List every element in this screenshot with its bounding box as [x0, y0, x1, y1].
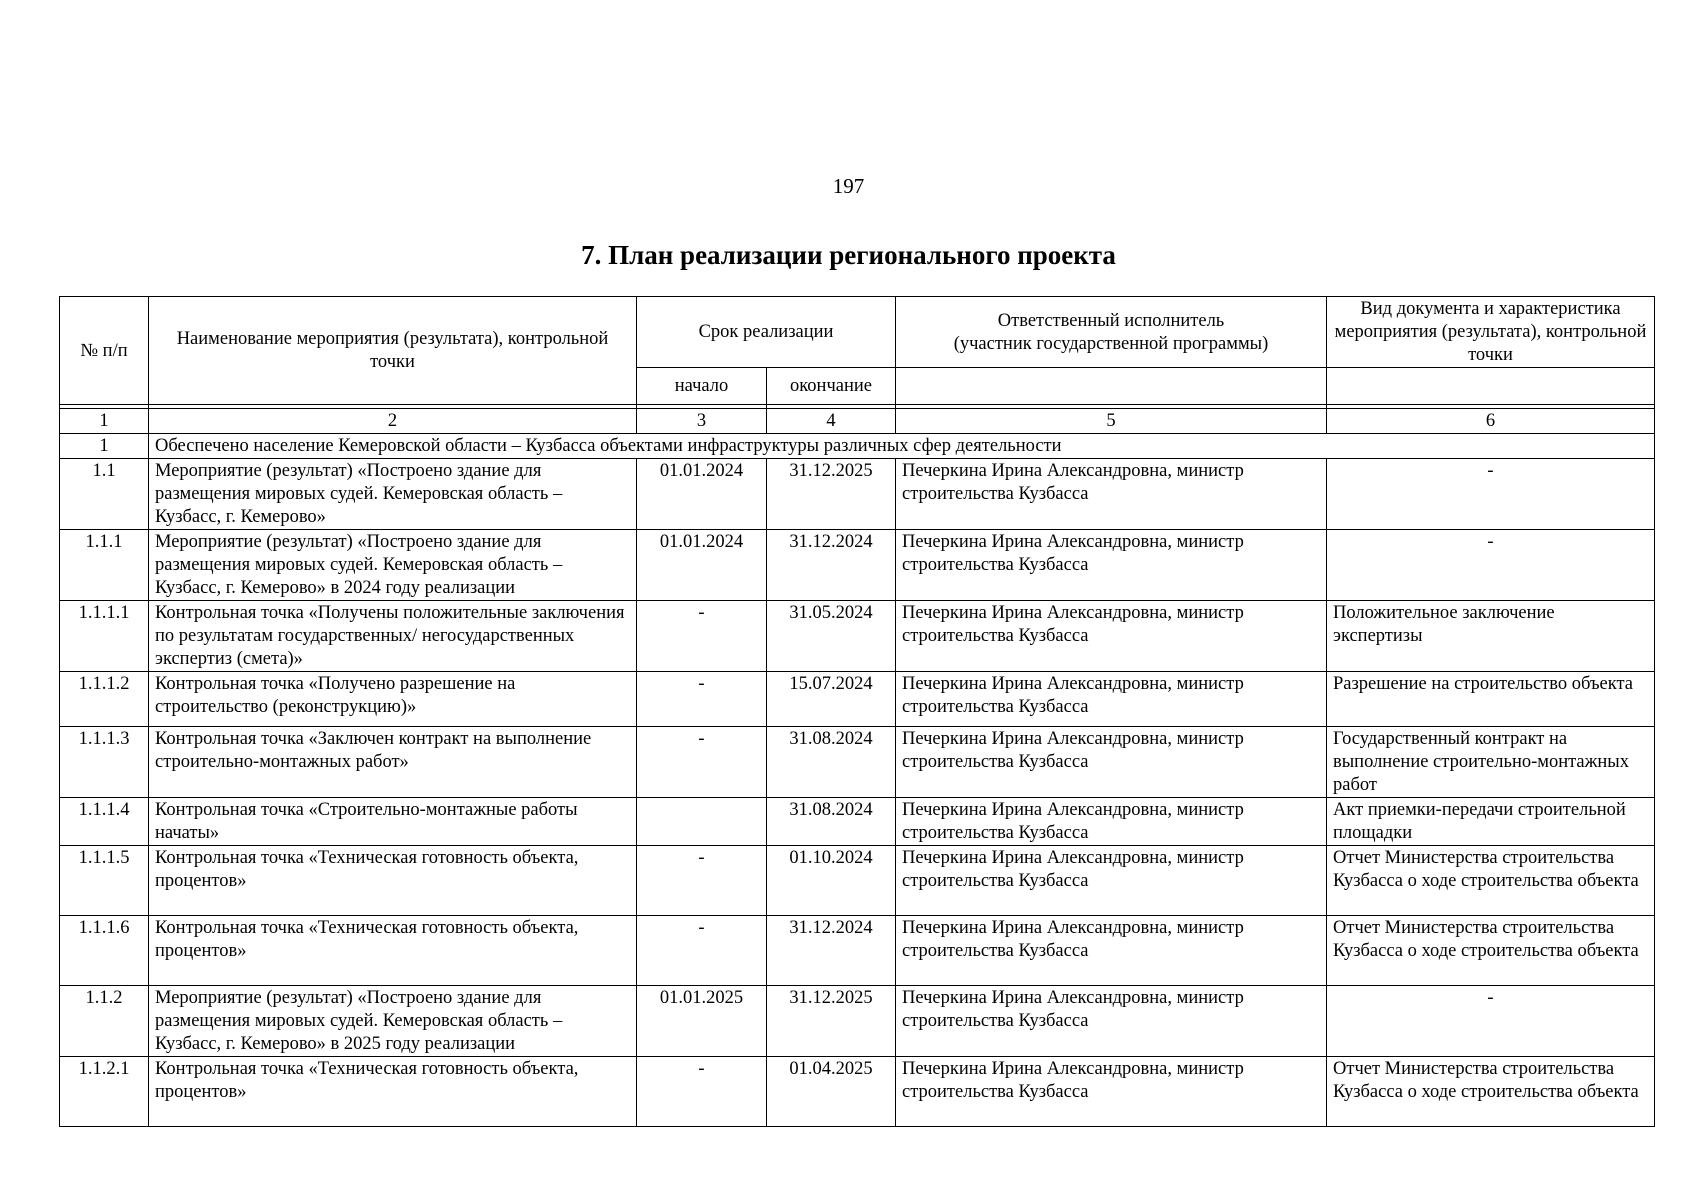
- table-row: [60, 846, 1655, 916]
- header-row: [60, 297, 1655, 368]
- table-row: [60, 916, 1655, 986]
- section-num: 1: [60, 434, 149, 459]
- row-end-date: 15.07.2024: [767, 672, 896, 727]
- row-num: 1.1.1: [60, 530, 149, 601]
- row-document: Отчет Министерства строительства Кузбасса о ходе строительства объекта: [1327, 1057, 1655, 1127]
- row-name: Контрольная точка «Получены положительные заключения по результатам государственных/ негосударственных экспертиз (смета)»: [149, 601, 637, 672]
- row-name: Контрольная точка «Строительно-монтажные работы начаты»: [149, 798, 637, 846]
- row-document: Государственный контракт на выполнение строительно-монтажных работ: [1327, 727, 1655, 798]
- table-row: [60, 530, 1655, 601]
- row-num: 1.1: [60, 459, 149, 530]
- row-end-date: 31.12.2025: [767, 986, 896, 1057]
- row-start-date: -: [637, 727, 767, 798]
- row-start-date: -: [637, 601, 767, 672]
- row-responsible: Печеркина Ирина Александровна, министр строительства Кузбасса: [896, 727, 1327, 798]
- row-name: Контрольная точка «Техническая готовность объекта, процентов»: [149, 916, 637, 986]
- row-num: 1.1.1.6: [60, 916, 149, 986]
- row-end-date: 31.12.2024: [767, 916, 896, 986]
- section-row: [60, 434, 1655, 459]
- row-end-date: 31.12.2025: [767, 459, 896, 530]
- row-num: 1.1.1.5: [60, 846, 149, 916]
- row-name: Контрольная точка «Заключен контракт на выполнение строительно-монтажных работ»: [149, 727, 637, 798]
- plan-table: [59, 296, 1655, 1127]
- row-start-date: -: [637, 846, 767, 916]
- header-empty-5: [896, 368, 1327, 405]
- row-document: Отчет Министерства строительства Кузбасса о ходе строительства объекта: [1327, 846, 1655, 916]
- header-responsible: Ответственный исполнитель (участник государственной программы): [896, 297, 1327, 368]
- row-name: Контрольная точка «Техническая готовность объекта, процентов»: [149, 1057, 637, 1127]
- row-start-date: 01.01.2025: [637, 986, 767, 1057]
- row-name: Контрольная точка «Получено разрешение на строительство (реконструкцию)»: [149, 672, 637, 727]
- table-row: [60, 727, 1655, 798]
- row-responsible: Печеркина Ирина Александровна, министр строительства Кузбасса: [896, 1057, 1327, 1127]
- row-responsible: Печеркина Ирина Александровна, министр строительства Кузбасса: [896, 916, 1327, 986]
- table-row: [60, 672, 1655, 727]
- row-name: Мероприятие (результат) «Построено здание для размещения мировых судей. Кемеровская область – Кузбасс, г. Кемерово» в 2024 году реализации: [149, 530, 637, 601]
- row-end-date: 31.08.2024: [767, 727, 896, 798]
- row-document: Положительное заключение экспертизы: [1327, 601, 1655, 672]
- row-document: Акт приемки-передачи строительной площадки: [1327, 798, 1655, 846]
- row-end-date: 31.05.2024: [767, 601, 896, 672]
- row-start-date: 01.01.2024: [637, 530, 767, 601]
- column-number: 2: [149, 409, 637, 434]
- header-period: Срок реализации: [637, 297, 896, 368]
- column-number: 4: [767, 409, 896, 434]
- page-number: 197: [832, 174, 865, 198]
- row-document: -: [1327, 530, 1655, 601]
- row-start-date: -: [637, 916, 767, 986]
- section-text: Обеспечено население Кемеровской области – Кузбасса объектами инфраструктуры различных сфер деятельности: [149, 434, 1655, 459]
- header-end: окончание: [767, 368, 896, 405]
- row-start-date: -: [637, 672, 767, 727]
- column-number: 1: [60, 409, 149, 434]
- row-start-date: -: [637, 1057, 767, 1127]
- column-number: 3: [637, 409, 767, 434]
- row-responsible: Печеркина Ирина Александровна, министр строительства Кузбасса: [896, 846, 1327, 916]
- row-num: 1.1.1.3: [60, 727, 149, 798]
- row-num: 1.1.1.1: [60, 601, 149, 672]
- row-document: Разрешение на строительство объекта: [1327, 672, 1655, 727]
- row-name: Мероприятие (результат) «Построено здание для размещения мировых судей. Кемеровская область – Кузбасс, г. Кемерово» в 2025 году реализации: [149, 986, 637, 1057]
- row-name: Контрольная точка «Техническая готовность объекта, процентов»: [149, 846, 637, 916]
- row-document: Отчет Министерства строительства Кузбасса о ходе строительства объекта: [1327, 916, 1655, 986]
- row-start-date: 01.01.2024: [637, 459, 767, 530]
- column-number-row: [60, 409, 1655, 434]
- row-end-date: 01.10.2024: [767, 846, 896, 916]
- row-num: 1.1.2.1: [60, 1057, 149, 1127]
- header-empty-6: [1327, 368, 1655, 405]
- table-row: [60, 1057, 1655, 1127]
- table-row: [60, 986, 1655, 1057]
- row-document: -: [1327, 459, 1655, 530]
- header-doc: Вид документа и характеристика мероприятия (результата), контрольной точки: [1327, 297, 1655, 368]
- row-end-date: 01.04.2025: [767, 1057, 896, 1127]
- column-number: 6: [1327, 409, 1655, 434]
- table-row: [60, 798, 1655, 846]
- row-end-date: 31.12.2024: [767, 530, 896, 601]
- header-name: Наименование мероприятия (результата), контрольной точки: [149, 297, 637, 405]
- row-responsible: Печеркина Ирина Александровна, министр строительства Кузбасса: [896, 601, 1327, 672]
- table-row: [60, 601, 1655, 672]
- page-title: 7. План реализации регионального проекта: [581, 240, 1116, 270]
- row-responsible: Печеркина Ирина Александровна, министр строительства Кузбасса: [896, 986, 1327, 1057]
- row-start-date: [637, 798, 767, 846]
- row-responsible: Печеркина Ирина Александровна, министр строительства Кузбасса: [896, 459, 1327, 530]
- row-responsible: Печеркина Ирина Александровна, министр строительства Кузбасса: [896, 672, 1327, 727]
- header-num: № п/п: [60, 297, 149, 405]
- header-start: начало: [637, 368, 767, 405]
- row-num: 1.1.2: [60, 986, 149, 1057]
- table-row: [60, 459, 1655, 530]
- row-num: 1.1.1.4: [60, 798, 149, 846]
- column-number: 5: [896, 409, 1327, 434]
- row-responsible: Печеркина Ирина Александровна, министр строительства Кузбасса: [896, 798, 1327, 846]
- row-num: 1.1.1.2: [60, 672, 149, 727]
- row-responsible: Печеркина Ирина Александровна, министр строительства Кузбасса: [896, 530, 1327, 601]
- row-end-date: 31.08.2024: [767, 798, 896, 846]
- row-name: Мероприятие (результат) «Построено здание для размещения мировых судей. Кемеровская область – Кузбасс, г. Кемерово»: [149, 459, 637, 530]
- row-document: -: [1327, 986, 1655, 1057]
